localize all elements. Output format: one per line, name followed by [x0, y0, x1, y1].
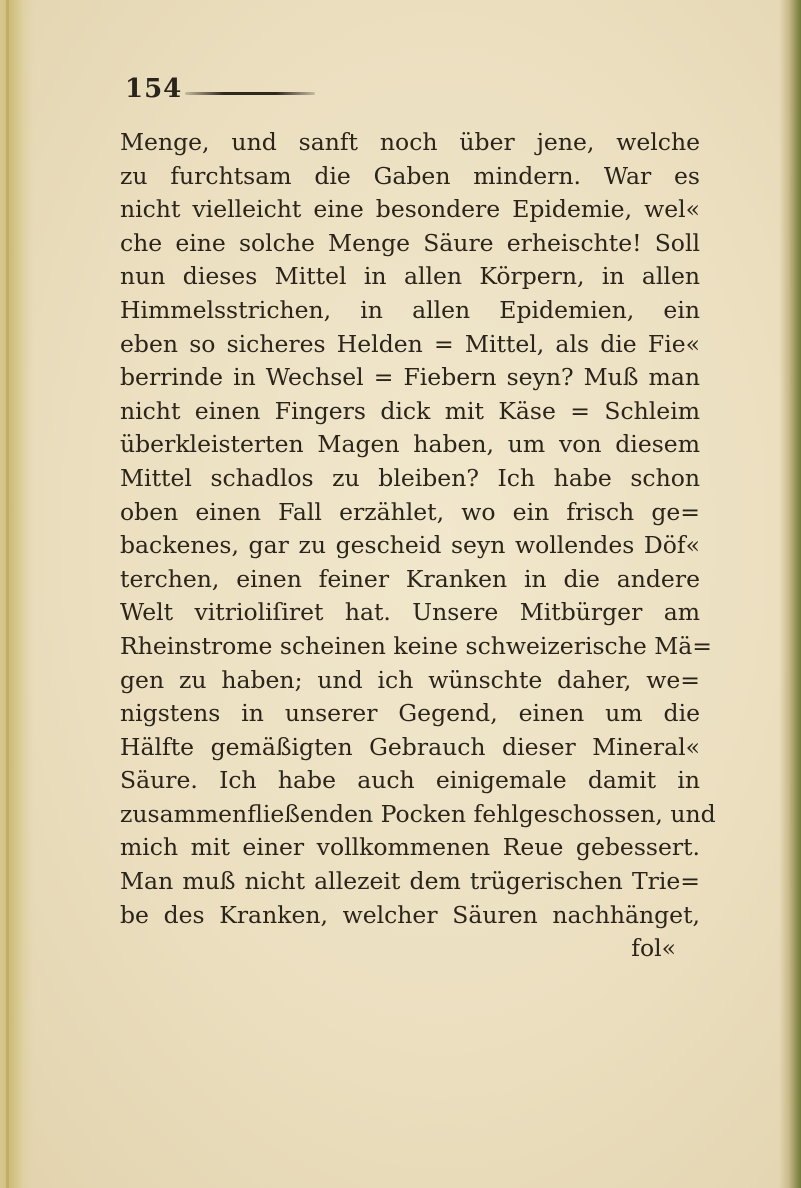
- text-line: zu furchtsam die Gaben mindern. War es: [120, 161, 700, 190]
- text-line: Welt vitrioliſiret hat. Unsere Mitbürger am: [120, 598, 700, 627]
- text-line: nigstens in unserer Gegend, einen um die: [120, 699, 700, 728]
- page-number: 154: [125, 74, 183, 104]
- catchword: fol«: [631, 934, 676, 963]
- text-line: be des Kranken, welcher Säuren nachhänget,: [120, 900, 700, 929]
- text-line: berrinde in Wechsel = Fiebern seyn? Muß man: [120, 363, 700, 392]
- page-outer-edge: [779, 0, 801, 1188]
- text-line: Säure. Ich habe auch einigemale damit in: [120, 766, 700, 795]
- text-line: mich mit einer vollkommenen Reue gebessert.: [120, 833, 700, 862]
- text-line: oben einen Fall erzählet, wo ein frisch ge=: [120, 497, 700, 526]
- text-line: Himmelsstrichen, in allen Epidemien, ein: [120, 295, 700, 324]
- text-line: Man muß nicht allezeit dem trügerischen Trie=: [120, 867, 700, 896]
- text-line: Hälfte gemäßigten Gebrauch dieser Mineral«: [120, 732, 700, 761]
- text-line: terchen, einen feiner Kranken in die andere: [120, 564, 700, 593]
- text-line: nicht einen Fingers dick mit Käse = Schleim: [120, 396, 700, 425]
- text-line: backenes, gar zu gescheid seyn wollendes Döf«: [120, 531, 700, 560]
- text-line: überkleisterten Magen haben, um von diesem: [120, 430, 700, 459]
- text-line: Menge, und sanft noch über jene, welche: [120, 128, 700, 156]
- text-line: nun dieses Mittel in allen Körpern, in allen: [120, 262, 700, 291]
- text-line: eben so sicheres Helden = Mittel, als die Fie«: [120, 329, 700, 358]
- text-line: che eine solche Menge Säure erheischte! Soll: [120, 228, 700, 257]
- body-text: [120, 126, 716, 966]
- page-binding-edge: [0, 0, 34, 1188]
- page-header: [125, 70, 685, 110]
- text-line: gen zu haben; und ich wünschte daher, we=: [120, 665, 700, 694]
- text-line: Mittel schadlos zu bleiben? Ich habe schon: [120, 463, 700, 492]
- text-line: zusammenfließenden Pocken fehlgeschossen, und: [120, 799, 716, 828]
- text-line: Rheinstrome scheinen keine schweizerische Mä=: [120, 631, 712, 660]
- text-line: nicht vielleicht eine besondere Epidemie, wel«: [120, 195, 700, 224]
- header-rule: [185, 92, 315, 95]
